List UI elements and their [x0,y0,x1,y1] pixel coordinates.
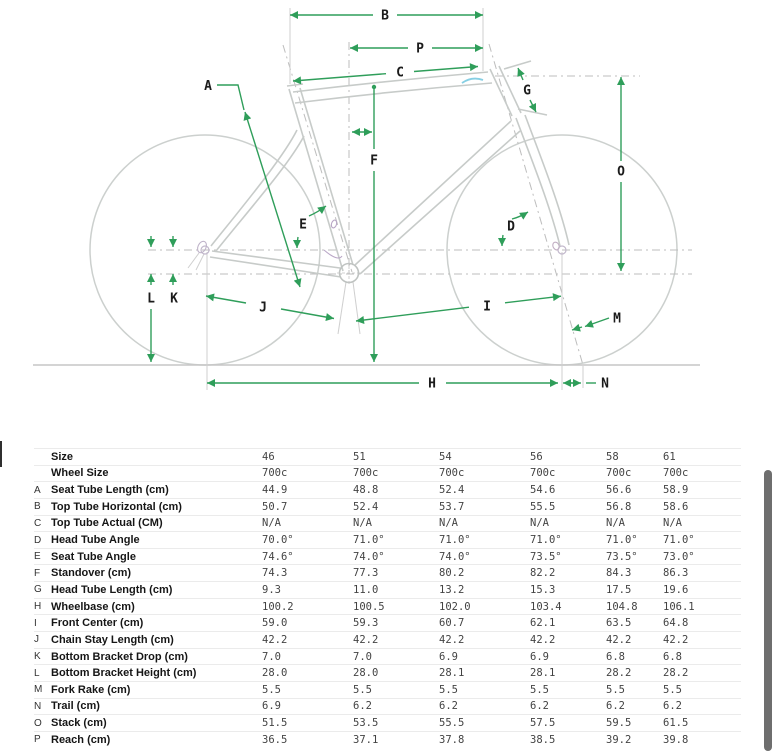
row-letter: F [34,565,51,582]
row-value: 42.2 [262,632,353,649]
row-letter: C [34,515,51,532]
row-value: 86.3 [663,565,741,582]
row-value: 39.8 [663,731,741,748]
row-value: 28.0 [353,665,439,682]
row-label: Fork Rake (cm) [51,681,262,698]
row-value: 100.5 [353,598,439,615]
row-label: Bottom Bracket Drop (cm) [51,648,262,665]
row-value: 56.6 [606,482,663,499]
row-value: 73.5° [606,548,663,565]
table-row [34,532,741,549]
row-value: 19.6 [663,582,741,599]
row-value: 7.0 [353,648,439,665]
row-letter: G [34,582,51,599]
row-value: 13.2 [439,582,530,599]
row-value: 700c [353,465,439,482]
seat-stay [211,130,297,246]
row-value: 6.9 [262,698,353,715]
dim-C [293,67,478,82]
row-value: 70.0° [262,532,353,549]
dimensions [151,15,621,383]
row-value: 61 [663,449,741,466]
row-value: 80.2 [439,565,530,582]
row-value: 700c [262,465,353,482]
row-value: 6.9 [530,648,606,665]
label-P: P [416,41,424,57]
row-value: N/A [606,515,663,532]
row-letter: M [34,681,51,698]
table-row [34,681,741,698]
row-value: 6.2 [606,698,663,715]
row-value: 84.3 [606,565,663,582]
row-value: 59.5 [606,715,663,732]
screen-edge-artifact [0,441,2,467]
label-A: A [204,79,212,94]
row-value: 71.0° [353,532,439,549]
row-value: 50.7 [262,498,353,515]
row-value: 55.5 [530,498,606,515]
label-E: E [299,217,307,233]
label-M: M [613,311,621,327]
row-value: 73.5° [530,548,606,565]
row-value: 36.5 [262,731,353,748]
row-value: 73.0° [663,548,741,565]
table-row [34,565,741,582]
row-value: 6.2 [530,698,606,715]
row-value: 74.3 [262,565,353,582]
table-row [34,449,741,466]
row-value: 28.2 [606,665,663,682]
top-tube [293,72,488,92]
row-value: 82.2 [530,565,606,582]
row-value: 52.4 [439,482,530,499]
row-letter: A [34,482,51,499]
table-row [34,598,741,615]
row-value: 51 [353,449,439,466]
row-value: 77.3 [353,565,439,582]
row-value: 103.4 [530,598,606,615]
row-value: 51.5 [262,715,353,732]
row-value: 56 [530,449,606,466]
row-value: 17.5 [606,582,663,599]
row-value: 59.3 [353,615,439,632]
row-value: 5.5 [439,681,530,698]
row-value: 5.5 [606,681,663,698]
row-value: N/A [353,515,439,532]
row-value: 700c [606,465,663,482]
row-value: 106.1 [663,598,741,615]
row-value: 11.0 [353,582,439,599]
row-value: 42.2 [353,632,439,649]
row-letter: D [34,532,51,549]
row-value: 5.5 [663,681,741,698]
row-value: N/A [663,515,741,532]
row-value: 63.5 [606,615,663,632]
table-row [34,715,741,732]
row-letter [34,465,51,482]
row-value: 59.0 [262,615,353,632]
row-label: Seat Tube Angle [51,548,262,565]
label-K: K [170,291,178,307]
table-row [34,698,741,715]
row-label: Wheelbase (cm) [51,598,262,615]
table-row [34,615,741,632]
head-tube-bottom-tick [518,109,547,115]
label-F: F [370,153,378,169]
row-label: Trail (cm) [51,698,262,715]
row-label: Top Tube Actual (CM) [51,515,262,532]
table-row [34,465,741,482]
dim-M [572,318,609,330]
row-value: 58.9 [663,482,741,499]
row-value: 57.5 [530,715,606,732]
row-letter [34,449,51,466]
row-value: 74.0° [439,548,530,565]
row-label: Head Tube Angle [51,532,262,549]
table-row [34,515,741,532]
label-O: O [617,164,625,180]
row-letter: L [34,665,51,682]
row-value: 37.1 [353,731,439,748]
dimension-labels [147,9,625,392]
table-row [34,648,741,665]
row-value: 28.1 [530,665,606,682]
row-value: 5.5 [353,681,439,698]
row-letter: B [34,498,51,515]
label-I: I [483,299,491,315]
row-label: Seat Tube Length (cm) [51,482,262,499]
row-value: 6.8 [606,648,663,665]
row-value: 700c [663,465,741,482]
table-row [34,632,741,649]
row-value: 42.2 [663,632,741,649]
row-value: 104.8 [606,598,663,615]
row-value: 53.7 [439,498,530,515]
row-value: 42.2 [606,632,663,649]
table-row [34,548,741,565]
row-label: Size [51,449,262,466]
row-value: N/A [530,515,606,532]
row-value: N/A [262,515,353,532]
row-value: 15.3 [530,582,606,599]
row-value: 42.2 [439,632,530,649]
bike-drawing [33,8,700,390]
row-value: 74.0° [353,548,439,565]
page-scrollbar-thumb[interactable] [764,470,772,751]
row-value: 53.5 [353,715,439,732]
row-value: 6.9 [439,648,530,665]
table-row [34,731,741,748]
table-row [34,582,741,599]
row-letter: O [34,715,51,732]
table-row [34,665,741,682]
row-label: Chain Stay Length (cm) [51,632,262,649]
row-label: Front Center (cm) [51,615,262,632]
row-value: 38.5 [530,731,606,748]
row-value: 54.6 [530,482,606,499]
row-value: 64.8 [663,615,741,632]
row-value: 37.8 [439,731,530,748]
label-C: C [396,65,404,81]
row-value: 28.1 [439,665,530,682]
row-value: 9.3 [262,582,353,599]
label-J: J [259,300,267,316]
label-N: N [601,376,609,392]
row-value: 5.5 [530,681,606,698]
row-letter: I [34,615,51,632]
row-value: 46 [262,449,353,466]
row-value: 71.0° [606,532,663,549]
head-tube-top-tick [504,61,531,69]
row-value: 28.2 [663,665,741,682]
row-value: 28.0 [262,665,353,682]
row-value: 74.6° [262,548,353,565]
row-label: Stack (cm) [51,715,262,732]
row-value: 6.8 [663,648,741,665]
label-D: D [507,219,515,235]
row-value: 39.2 [606,731,663,748]
row-label: Head Tube Length (cm) [51,582,262,599]
row-label: Reach (cm) [51,731,262,748]
dim-J [206,296,334,319]
row-value: 55.5 [439,715,530,732]
row-value: 6.2 [439,698,530,715]
row-value: 71.0° [663,532,741,549]
row-label: Standover (cm) [51,565,262,582]
row-value: 58 [606,449,663,466]
row-value: N/A [439,515,530,532]
row-label: Wheel Size [51,465,262,482]
row-label: Bottom Bracket Height (cm) [51,665,262,682]
table-row [34,482,741,499]
row-letter: E [34,548,51,565]
steering-axis [489,44,583,365]
down-tube [355,121,511,265]
row-value: 7.0 [262,648,353,665]
row-letter: P [34,731,51,748]
centerlines [148,42,692,365]
row-value: 5.5 [262,681,353,698]
row-value: 71.0° [530,532,606,549]
row-value: 62.1 [530,615,606,632]
row-value: 54 [439,449,530,466]
row-value: 700c [530,465,606,482]
row-value: 6.2 [353,698,439,715]
seat-tube-accent [330,219,337,228]
row-value: 61.5 [663,715,741,732]
row-letter: N [34,698,51,715]
row-letter: J [34,632,51,649]
table-row [34,498,741,515]
row-value: 60.7 [439,615,530,632]
row-letter: H [34,598,51,615]
row-value: 102.0 [439,598,530,615]
row-value: 48.8 [353,482,439,499]
label-H: H [428,376,436,392]
row-value: 71.0° [439,532,530,549]
geometry-table [0,448,741,748]
extension-lines [188,8,583,390]
row-value: 44.9 [262,482,353,499]
row-value: 700c [439,465,530,482]
label-B: B [381,8,389,24]
row-value: 42.2 [530,632,606,649]
dim-D [502,212,528,246]
label-G: G [523,83,531,99]
bike-frame [201,61,569,283]
head-accent-blue [462,79,483,83]
row-value: 56.8 [606,498,663,515]
row-value: 100.2 [262,598,353,615]
row-letter: K [34,648,51,665]
row-value: 6.2 [663,698,741,715]
row-label: Top Tube Horizontal (cm) [51,498,262,515]
label-L: L [147,291,155,307]
row-value: 58.6 [663,498,741,515]
row-value: 52.4 [353,498,439,515]
